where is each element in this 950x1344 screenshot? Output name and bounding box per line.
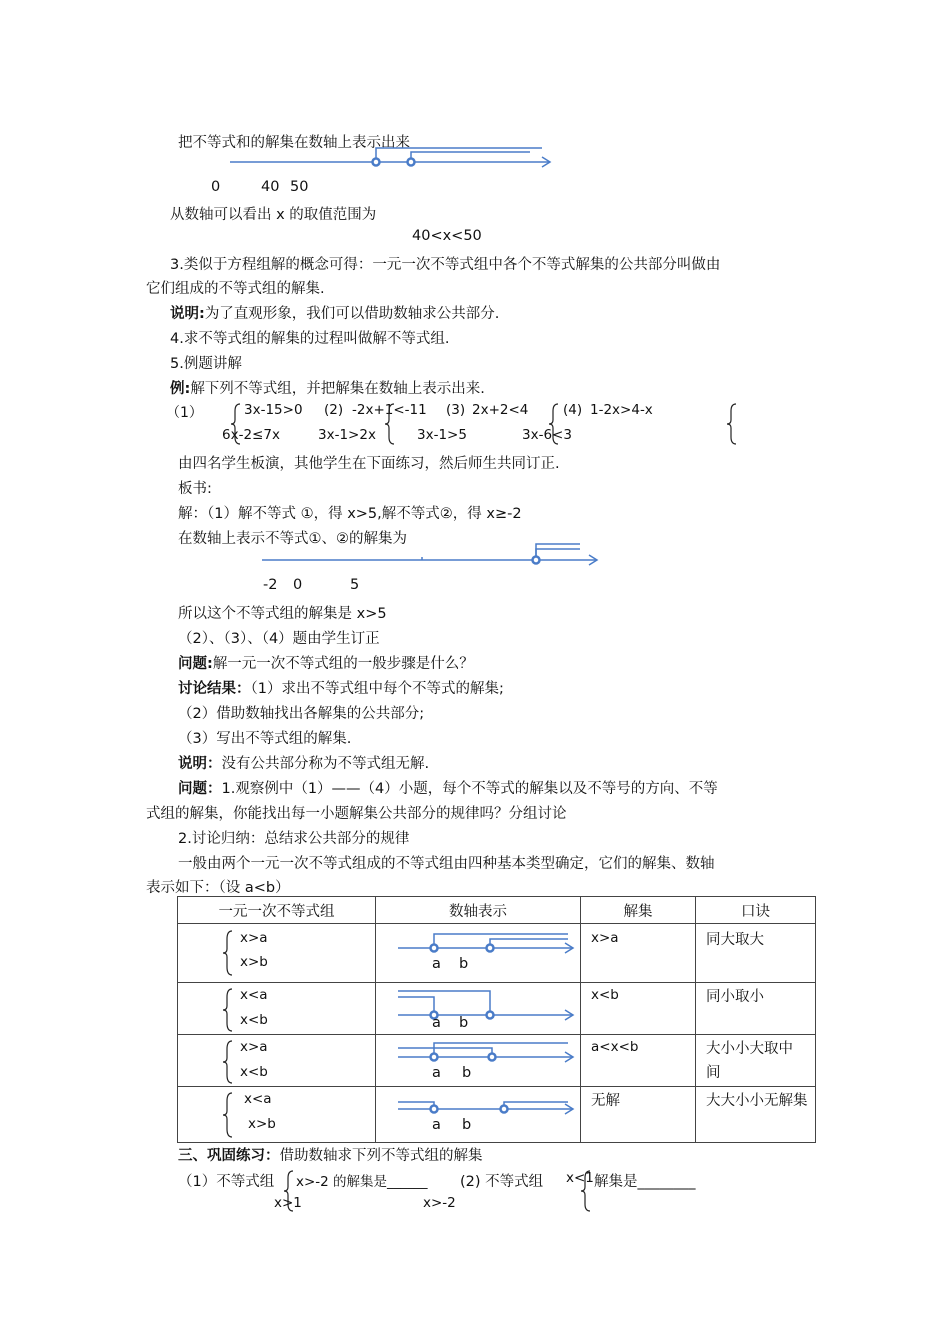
question3: 2.讨论归纳：总结求公共部分的规律 <box>178 831 410 847</box>
solution-s6: （2）、（3）、（4）题由学生订正 <box>178 631 380 647</box>
ex1-bottom: 6x-2≤7x <box>222 427 280 443</box>
row4-label-a: a <box>432 1117 441 1133</box>
note-line <box>170 302 499 323</box>
row3-rule: 大小小大取中间 <box>706 1041 793 1081</box>
row4-set: 无解 <box>591 1093 620 1109</box>
row3-bottom: x<b <box>240 1064 268 1080</box>
intro-line2: 从数轴可以看出 x 的取值范围为 <box>170 207 377 223</box>
note2-label: 说明： <box>178 756 222 772</box>
example-text: 解下列不等式组，并把解集在数轴上表示出来. <box>190 381 485 397</box>
intro-axis-50: 50 <box>290 179 309 195</box>
table-header: 数轴表示 <box>376 897 581 924</box>
brace-icon <box>222 1040 236 1084</box>
row2-number-line <box>398 987 578 1021</box>
ex3-bottom: 3x-1>5 <box>417 427 467 443</box>
ex2-bottom: 3x-1>2x <box>318 427 376 443</box>
question2-a: 1.观察例中（1）——（4）小题，每个不等式的解集以及不等号的方向、不等 <box>221 781 718 797</box>
question-line <box>178 652 474 673</box>
practice-title: 三、巩固练习： <box>178 1148 280 1164</box>
table-header-row <box>178 897 816 924</box>
brace-icon <box>580 1170 594 1212</box>
table-header: 口诀 <box>696 897 816 924</box>
row3-top: x>a <box>240 1039 268 1055</box>
row4-label-b: b <box>462 1117 472 1133</box>
row4-top: x<a <box>244 1091 272 1107</box>
note-text: 为了直观形象，我们可以借助数轴求公共部分. <box>204 306 500 322</box>
solution-axis-neg2: -2 <box>263 577 278 593</box>
table-row <box>178 1087 816 1143</box>
practice-2-bottom: x>-2 <box>423 1195 456 1211</box>
practice-2-pre: (2) 不等式组 <box>460 1174 544 1190</box>
brace-icon <box>222 988 236 1032</box>
para-3b: 它们组成的不等式组的解集. <box>146 281 325 297</box>
solution-s3: 解：（1）解不等式 ①，得 x>5,解不等式②，得 x≥-2 <box>178 506 522 522</box>
table-row <box>178 1035 816 1087</box>
row2-set: x<b <box>591 987 619 1003</box>
table-header: 解集 <box>581 897 696 924</box>
row3-set: a<x<b <box>591 1039 639 1055</box>
intro-axis-0: 0 <box>211 179 221 195</box>
para-3a: 3.类似于方程组解的概念可得：一元一次不等式组中各个不等式解集的公共部分叫做由 <box>170 257 721 273</box>
row2-rule: 同小取小 <box>706 989 764 1005</box>
brace-icon <box>726 403 740 445</box>
solution-s1: 由四名学生板演，其他学生在下面练习，然后师生共同订正. <box>178 456 560 472</box>
ex4-top: 1-2x>4-x <box>590 402 653 418</box>
row2-top: x<a <box>240 987 268 1003</box>
brace-icon <box>222 930 236 976</box>
question2-b: 式组的解集，你能找出每一小题解集公共部分的规律吗？分组讨论 <box>146 806 567 822</box>
row3-number-line <box>398 1039 578 1069</box>
ex1-number: （1） <box>166 405 203 421</box>
result-r2: （2）借助数轴找出各解集的公共部分; <box>178 706 425 722</box>
result-r3: （3）写出不等式组的解集. <box>178 731 352 747</box>
general-1: 一般由两个一元一次不等式组成的不等式组由四种基本类型确定，它们的解集、数轴 <box>178 856 715 872</box>
result-r1: （1）求出不等式组中每个不等式的解集; <box>250 681 504 697</box>
ex1-top: 3x-15>0 <box>244 402 303 418</box>
ex4-number: (4) <box>563 402 583 418</box>
example-label: 例: <box>170 381 191 397</box>
number-line-solution <box>262 540 602 570</box>
solution-axis-0: 0 <box>293 577 303 593</box>
practice-title-text: 借助数轴求下列不等式组的解集 <box>279 1148 483 1164</box>
result-label: 讨论结果： <box>178 681 251 697</box>
question-label: 问题: <box>178 656 213 672</box>
row1-rule: 同大取大 <box>706 932 764 948</box>
para-4: 4.求不等式组的解集的过程叫做解不等式组. <box>170 331 450 347</box>
ex2-top: -2x+1<-11 <box>352 402 427 418</box>
row1-top: x>a <box>240 930 268 946</box>
table-header: 一元一次不等式组 <box>178 897 376 924</box>
row3-label-b: b <box>462 1065 472 1081</box>
intro-line1: 把不等式和的解集在数轴上表示出来 <box>178 135 410 151</box>
ex3-number: (3) <box>446 402 466 418</box>
question2-line <box>178 777 718 798</box>
row1-label-b: b <box>459 956 469 972</box>
example-line <box>170 377 485 398</box>
row2-label-a: a <box>432 1015 441 1031</box>
row4-bottom: x>b <box>248 1116 276 1132</box>
row2-bottom: x<b <box>240 1012 268 1028</box>
general-2: 表示如下：（设 a<b） <box>146 880 290 896</box>
practice-title-line <box>178 1144 483 1165</box>
para-5: 5.例题讲解 <box>170 356 242 372</box>
practice-1-top: x>-2 的解集是______ <box>296 1174 428 1190</box>
solution-axis-5: 5 <box>350 577 360 593</box>
row2-label-b: b <box>459 1015 469 1031</box>
row1-number-line <box>398 930 578 960</box>
result-line <box>178 677 504 698</box>
note2-text: 没有公共部分称为不等式组无解. <box>221 756 430 772</box>
note-label: 说明: <box>170 306 205 322</box>
table-row <box>178 924 816 983</box>
practice-2-after: 解集是________ <box>594 1174 696 1190</box>
row4-number-line <box>398 1091 578 1121</box>
number-line-intro <box>230 144 560 174</box>
intro-axis-40: 40 <box>261 179 280 195</box>
note2-line <box>178 752 429 773</box>
row1-set: x>a <box>591 930 619 946</box>
question-text: 解一元一次不等式组的一般步骤是什么？ <box>212 656 474 672</box>
ex4-bottom: 3x-6<3 <box>522 427 572 443</box>
question2-label: 问题： <box>178 781 222 797</box>
row1-bottom: x>b <box>240 954 268 970</box>
brace-icon <box>384 403 398 445</box>
practice-2-top: x<1 <box>566 1170 594 1186</box>
practice-1-bottom: x>1 <box>274 1195 302 1211</box>
solution-s2: 板书: <box>178 481 212 497</box>
solution-s5: 所以这个不等式组的解集是 x>5 <box>178 606 387 622</box>
row1-label-a: a <box>432 956 441 972</box>
solution-s4: 在数轴上表示不等式①、②的解集为 <box>178 531 407 547</box>
row3-label-a: a <box>432 1065 441 1081</box>
intro-range: 40<x<50 <box>412 228 482 244</box>
ex2-number: (2) <box>324 402 344 418</box>
brace-icon <box>222 1092 236 1138</box>
rules-table <box>177 896 816 1143</box>
table-row <box>178 983 816 1035</box>
practice-1-pre: （1）不等式组 <box>178 1174 275 1190</box>
ex3-top: 2x+2<4 <box>472 402 529 418</box>
row4-rule: 大大小小无解集 <box>706 1093 808 1109</box>
